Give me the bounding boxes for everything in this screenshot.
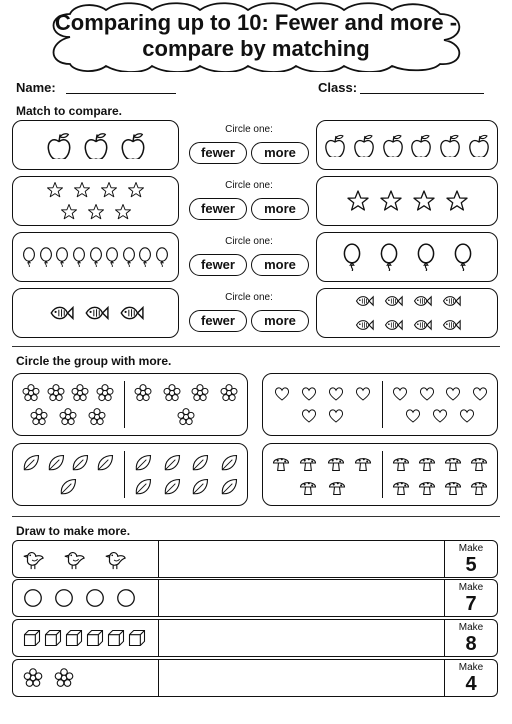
circle-icon: [22, 587, 44, 609]
cube-icon: [22, 628, 42, 648]
class-label: Class:: [318, 80, 358, 95]
heart-icon: [273, 385, 291, 403]
star-icon: [346, 189, 370, 213]
circle-icon: [84, 587, 106, 609]
section1-heading: Match to compare.: [16, 104, 123, 118]
star-icon: [100, 181, 118, 199]
mushroom-icon: [417, 453, 437, 473]
section3-heading: Draw to make more.: [16, 524, 131, 538]
mushroom-icon: [326, 453, 346, 473]
mushroom-icon: [327, 477, 347, 497]
heart-icon: [404, 407, 422, 425]
leaf-icon: [70, 453, 90, 473]
row-divider: [158, 579, 159, 617]
circle-icon: [53, 587, 75, 609]
group-divider: [124, 381, 125, 428]
row-divider: [444, 659, 445, 697]
mushroom-icon: [469, 453, 489, 473]
fish-icon: [48, 300, 74, 326]
bird-icon: [63, 548, 85, 570]
flower-icon: [70, 383, 90, 403]
make-target: 8: [465, 633, 477, 655]
apple-icon: [438, 133, 462, 157]
heart-icon: [300, 385, 318, 403]
heart-icon: [327, 407, 345, 425]
heart-icon: [431, 407, 449, 425]
leaf-icon: [219, 453, 239, 473]
fewer-button[interactable]: fewer: [189, 310, 247, 332]
group-divider: [382, 381, 383, 428]
right-group-box: [316, 176, 498, 226]
balloon-icon: [152, 247, 172, 267]
leaf-icon: [162, 453, 182, 473]
heart-icon: [471, 385, 489, 403]
mushroom-icon: [271, 453, 291, 473]
fish-icon: [383, 315, 403, 335]
row-divider: [444, 540, 445, 578]
heart-icon: [327, 385, 345, 403]
drawing-area[interactable]: [160, 621, 442, 655]
flower-icon: [53, 667, 75, 689]
star-icon: [127, 181, 145, 199]
section2-heading: Circle the group with more.: [16, 354, 172, 368]
apple-icon: [467, 133, 491, 157]
row-divider: [158, 619, 159, 657]
mushroom-icon: [298, 453, 318, 473]
make-target: 7: [465, 593, 477, 615]
class-line[interactable]: [360, 93, 484, 94]
mushroom-icon: [391, 453, 411, 473]
flower-icon: [162, 383, 182, 403]
more-button[interactable]: more: [251, 310, 309, 332]
leaf-icon: [190, 477, 210, 497]
apple-icon: [409, 133, 433, 157]
leaf-icon: [219, 477, 239, 497]
flower-icon: [176, 407, 196, 427]
cube-icon: [43, 628, 63, 648]
balloon-icon: [449, 243, 477, 271]
group-box[interactable]: [262, 373, 498, 436]
fish-icon: [441, 315, 461, 335]
drawing-area[interactable]: [160, 542, 442, 576]
row-divider: [444, 579, 445, 617]
fish-icon: [118, 300, 144, 326]
fish-icon: [412, 291, 432, 311]
make-label: Make: [458, 622, 484, 633]
group-divider: [382, 451, 383, 498]
circle-one-label: Circle one:: [225, 292, 273, 303]
divider: [12, 516, 500, 517]
flower-icon: [58, 407, 78, 427]
flower-icon: [87, 407, 107, 427]
bird-icon: [104, 548, 126, 570]
fewer-button[interactable]: fewer: [189, 254, 247, 276]
star-icon: [46, 181, 64, 199]
make-target: 5: [465, 554, 477, 576]
fewer-button[interactable]: fewer: [189, 198, 247, 220]
flower-icon: [22, 667, 44, 689]
heart-icon: [300, 407, 318, 425]
flower-icon: [46, 383, 66, 403]
heart-icon: [391, 385, 409, 403]
star-icon: [412, 189, 436, 213]
row-divider: [444, 619, 445, 657]
star-icon: [73, 181, 91, 199]
fewer-button[interactable]: fewer: [189, 142, 247, 164]
leaf-icon: [190, 453, 210, 473]
mushroom-icon: [443, 453, 463, 473]
more-button[interactable]: more: [251, 142, 309, 164]
balloon-icon: [412, 243, 440, 271]
row-divider: [158, 659, 159, 697]
cube-icon: [64, 628, 84, 648]
circle-one-label: Circle one:: [225, 180, 273, 191]
fish-icon: [412, 315, 432, 335]
mushroom-icon: [391, 477, 411, 497]
cube-icon: [85, 628, 105, 648]
fish-icon: [354, 291, 374, 311]
leaf-icon: [21, 453, 41, 473]
make-label: Make: [458, 582, 484, 593]
circle-one-label: Circle one:: [225, 124, 273, 135]
leaf-icon: [162, 477, 182, 497]
flower-icon: [29, 407, 49, 427]
balloon-icon: [375, 243, 403, 271]
heart-icon: [444, 385, 462, 403]
name-line[interactable]: [66, 93, 176, 94]
apple-icon: [352, 133, 376, 157]
leaf-icon: [58, 477, 78, 497]
name-label: Name:: [16, 80, 56, 95]
mushroom-icon: [353, 453, 373, 473]
apple-icon: [119, 131, 147, 159]
flower-icon: [21, 383, 41, 403]
leaf-icon: [133, 477, 153, 497]
make-label: Make: [458, 662, 484, 673]
heart-icon: [418, 385, 436, 403]
make-target: 4: [465, 673, 477, 695]
right-group-box: [316, 288, 498, 338]
apple-icon: [82, 131, 110, 159]
circle-one-label: Circle one:: [225, 236, 273, 247]
heart-icon: [458, 407, 476, 425]
balloon-icon: [338, 243, 366, 271]
fish-icon: [83, 300, 109, 326]
apple-icon: [323, 133, 347, 157]
flower-icon: [190, 383, 210, 403]
mushroom-icon: [469, 477, 489, 497]
leaf-icon: [46, 453, 66, 473]
group-divider: [124, 451, 125, 498]
star-icon: [114, 203, 132, 221]
circle-icon: [115, 587, 137, 609]
fish-icon: [441, 291, 461, 311]
row-divider: [158, 540, 159, 578]
bird-icon: [22, 548, 44, 570]
leaf-icon: [133, 453, 153, 473]
mushroom-icon: [443, 477, 463, 497]
flower-icon: [133, 383, 153, 403]
divider: [12, 346, 500, 347]
cube-icon: [127, 628, 147, 648]
mushroom-icon: [298, 477, 318, 497]
cube-icon: [106, 628, 126, 648]
more-button[interactable]: more: [251, 254, 309, 276]
make-label: Make: [458, 543, 484, 554]
heart-icon: [354, 385, 372, 403]
star-icon: [60, 203, 78, 221]
apple-icon: [45, 131, 73, 159]
drawing-area[interactable]: [160, 581, 442, 615]
drawing-area[interactable]: [160, 661, 442, 695]
star-icon: [445, 189, 469, 213]
leaf-icon: [95, 453, 115, 473]
star-icon: [379, 189, 403, 213]
flower-icon: [95, 383, 115, 403]
star-icon: [87, 203, 105, 221]
fish-icon: [354, 315, 374, 335]
flower-icon: [219, 383, 239, 403]
mushroom-icon: [417, 477, 437, 497]
more-button[interactable]: more: [251, 198, 309, 220]
fish-icon: [383, 291, 403, 311]
page-title: Comparing up to 10: Fewer and more - compare by matching: [54, 10, 458, 61]
apple-icon: [381, 133, 405, 157]
